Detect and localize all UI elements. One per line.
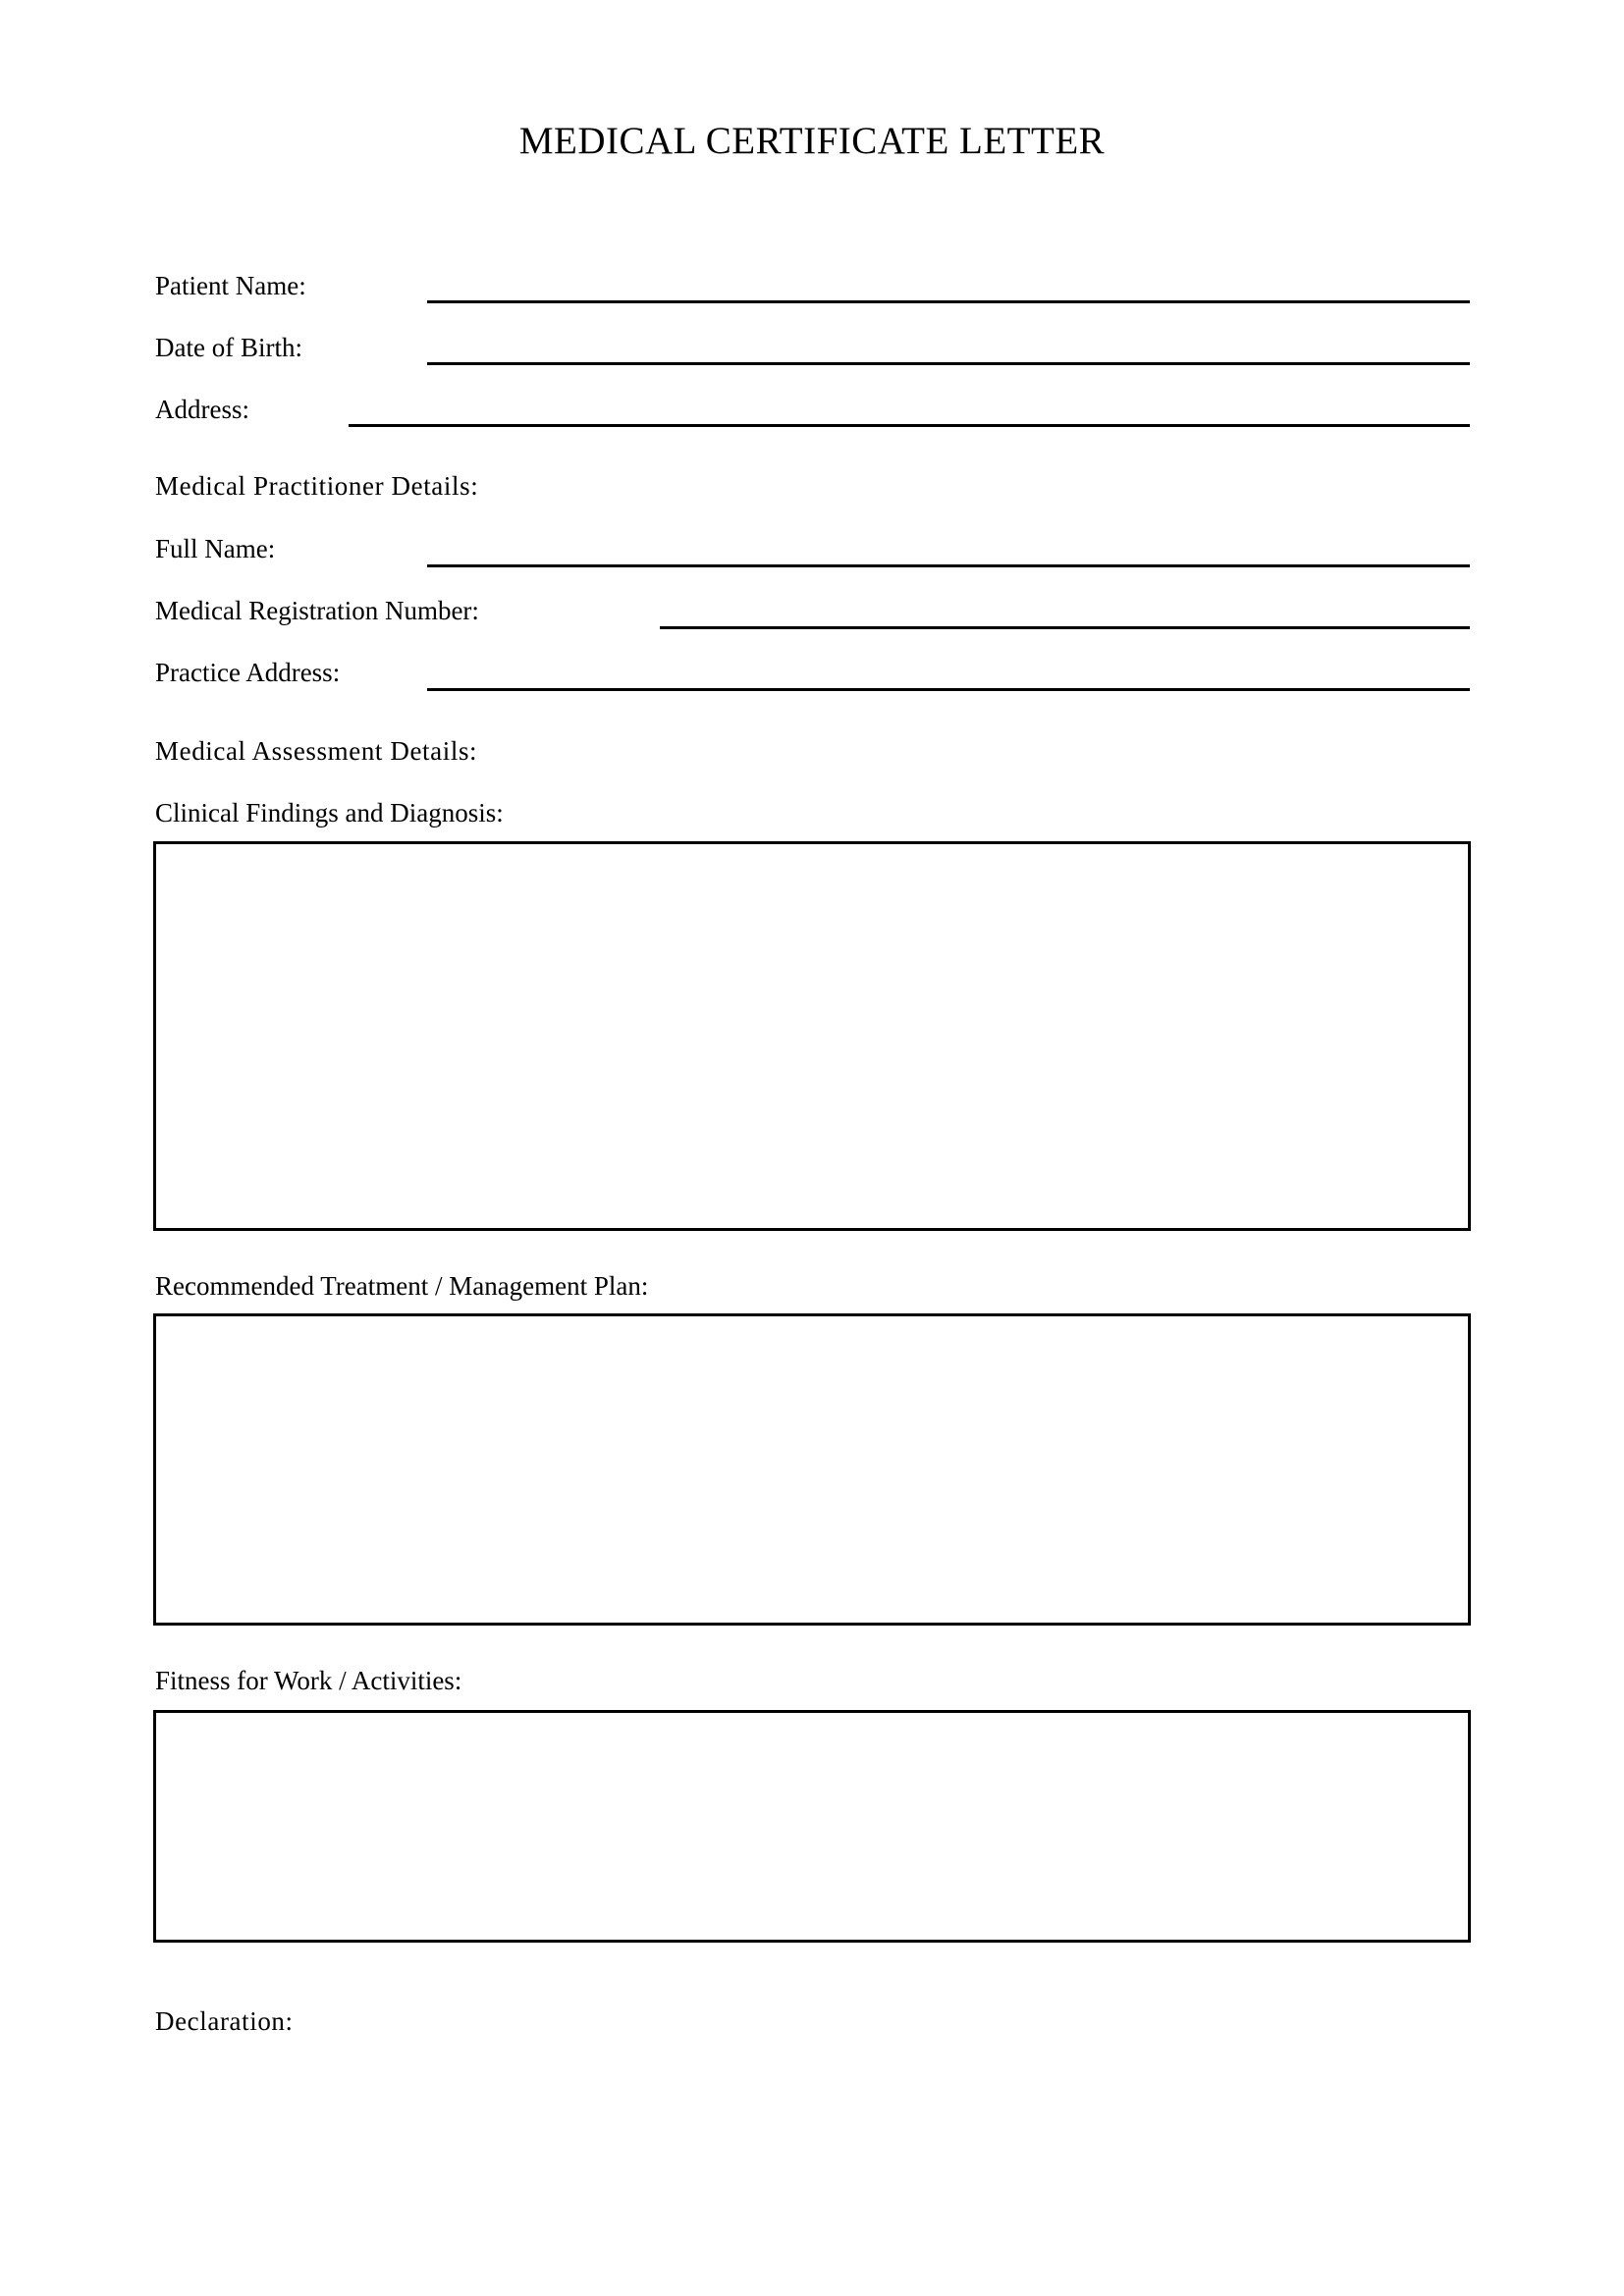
address-field[interactable]: [349, 387, 1482, 422]
patient-name-underline: [427, 300, 1470, 303]
clinical-findings-box[interactable]: [153, 841, 1471, 1231]
full-name-field[interactable]: [427, 527, 1482, 562]
treatment-plan-label: Recommended Treatment / Management Plan:: [155, 1271, 649, 1301]
registration-number-label: Medical Registration Number:: [155, 596, 479, 625]
treatment-plan-box[interactable]: [153, 1313, 1471, 1626]
practice-address-label: Practice Address:: [155, 658, 341, 687]
declaration-label: Declaration:: [155, 2006, 294, 2036]
clinical-findings-label: Clinical Findings and Diagnosis:: [155, 798, 504, 828]
date-of-birth-field[interactable]: [427, 325, 1482, 360]
address-label: Address:: [155, 395, 249, 424]
fitness-for-work-textarea[interactable]: [156, 1713, 1468, 1940]
practice-address-underline: [427, 688, 1470, 691]
date-of-birth-label: Date of Birth:: [155, 333, 302, 362]
patient-name-label: Patient Name:: [155, 271, 306, 300]
date-of-birth-underline: [427, 362, 1470, 365]
registration-number-field[interactable]: [660, 589, 1482, 624]
address-underline: [349, 424, 1470, 427]
practice-address-field[interactable]: [427, 651, 1482, 686]
fitness-for-work-label: Fitness for Work / Activities:: [155, 1666, 462, 1695]
registration-number-underline: [660, 626, 1470, 629]
fitness-for-work-box[interactable]: [153, 1710, 1471, 1943]
treatment-plan-textarea[interactable]: [156, 1316, 1468, 1623]
full-name-label: Full Name:: [155, 534, 276, 563]
patient-name-field[interactable]: [427, 263, 1482, 298]
full-name-underline: [427, 564, 1470, 567]
assessment-section-title: Medical Assessment Details:: [155, 736, 478, 766]
clinical-findings-textarea[interactable]: [156, 844, 1468, 1228]
practitioner-section-title: Medical Practitioner Details:: [155, 471, 479, 501]
page-title: MEDICAL CERTIFICATE LETTER: [518, 120, 1106, 162]
